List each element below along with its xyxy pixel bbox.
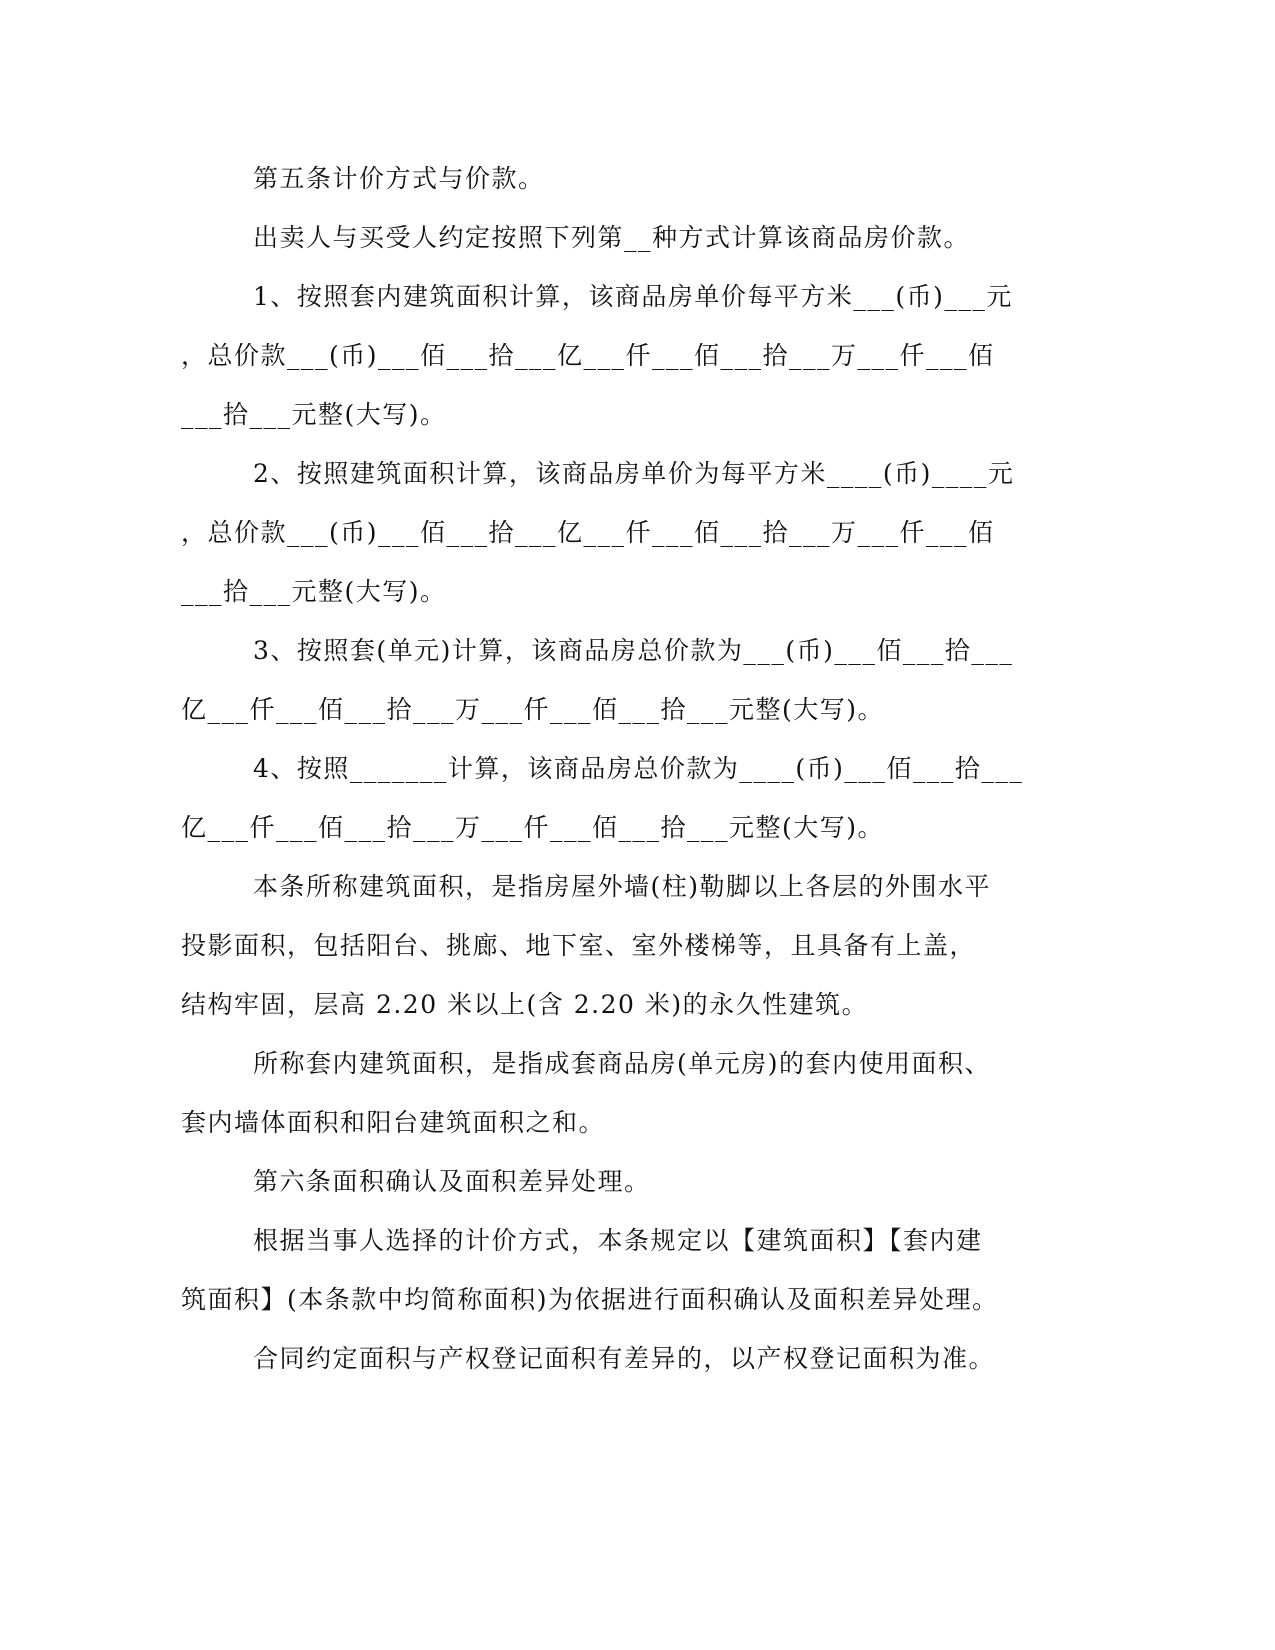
- article-6-heading: 第六条面积确认及面积差异处理。: [253, 1167, 651, 1196]
- article-5-heading: 第五条计价方式与价款。: [253, 164, 545, 193]
- method-3-line-2: 亿___仟___佰___拾___万___仟___佰___拾___元整(大写)。: [181, 695, 885, 724]
- area-basis-line-2: 筑面积】(本条款中均简称面积)为依据进行面积确认及面积差异处理。: [181, 1285, 999, 1314]
- method-4-line-1: 4、按照_______计算，该商品房总价款为____(币)___佰___拾___: [253, 754, 1024, 783]
- building-area-definition-line-3: 结构牢固，层高 2.20 米以上(含 2.20 米)的永久性建筑。: [181, 990, 869, 1019]
- method-1-line-1: 1、按照套内建筑面积计算，该商品房单价每平方米___(币)___元: [253, 282, 1013, 311]
- method-2-line-2: ，总价款___(币)___佰___拾___亿___仟___佰___拾___万___仟___佰: [181, 518, 995, 547]
- building-area-definition-line-1: 本条所称建筑面积，是指房屋外墙(柱)勒脚以上各层的外围水平: [253, 872, 992, 901]
- pricing-method-intro: 出卖人与买受人约定按照下列第__种方式计算该商品房价款。: [253, 223, 971, 252]
- inner-area-definition-line-1: 所称套内建筑面积，是指成套商品房(单元房)的套内使用面积、: [253, 1049, 992, 1078]
- inner-area-definition-line-2: 套内墙体面积和阳台建筑面积之和。: [181, 1108, 606, 1137]
- method-2-line-3: ___拾___元整(大写)。: [181, 577, 447, 606]
- method-1-line-2: ，总价款___(币)___佰___拾___亿___仟___佰___拾___万___仟___佰: [181, 341, 995, 370]
- method-2-line-1: 2、按照建筑面积计算，该商品房单价为每平方米____(币)____元: [253, 459, 1015, 488]
- method-1-line-3: ___拾___元整(大写)。: [181, 400, 447, 429]
- method-3-line-1: 3、按照套(单元)计算，该商品房总价款为___(币)___佰___拾___: [253, 636, 1014, 665]
- area-basis-line-1: 根据当事人选择的计价方式，本条规定以【建筑面积】【套内建: [253, 1226, 983, 1255]
- area-difference-rule: 合同约定面积与产权登记面积有差异的，以产权登记面积为准。: [253, 1344, 996, 1373]
- method-4-line-2: 亿___仟___佰___拾___万___仟___佰___拾___元整(大写)。: [181, 813, 885, 842]
- building-area-definition-line-2: 投影面积，包括阳台、挑廊、地下室、室外楼梯等，且具备有上盖，: [181, 931, 977, 960]
